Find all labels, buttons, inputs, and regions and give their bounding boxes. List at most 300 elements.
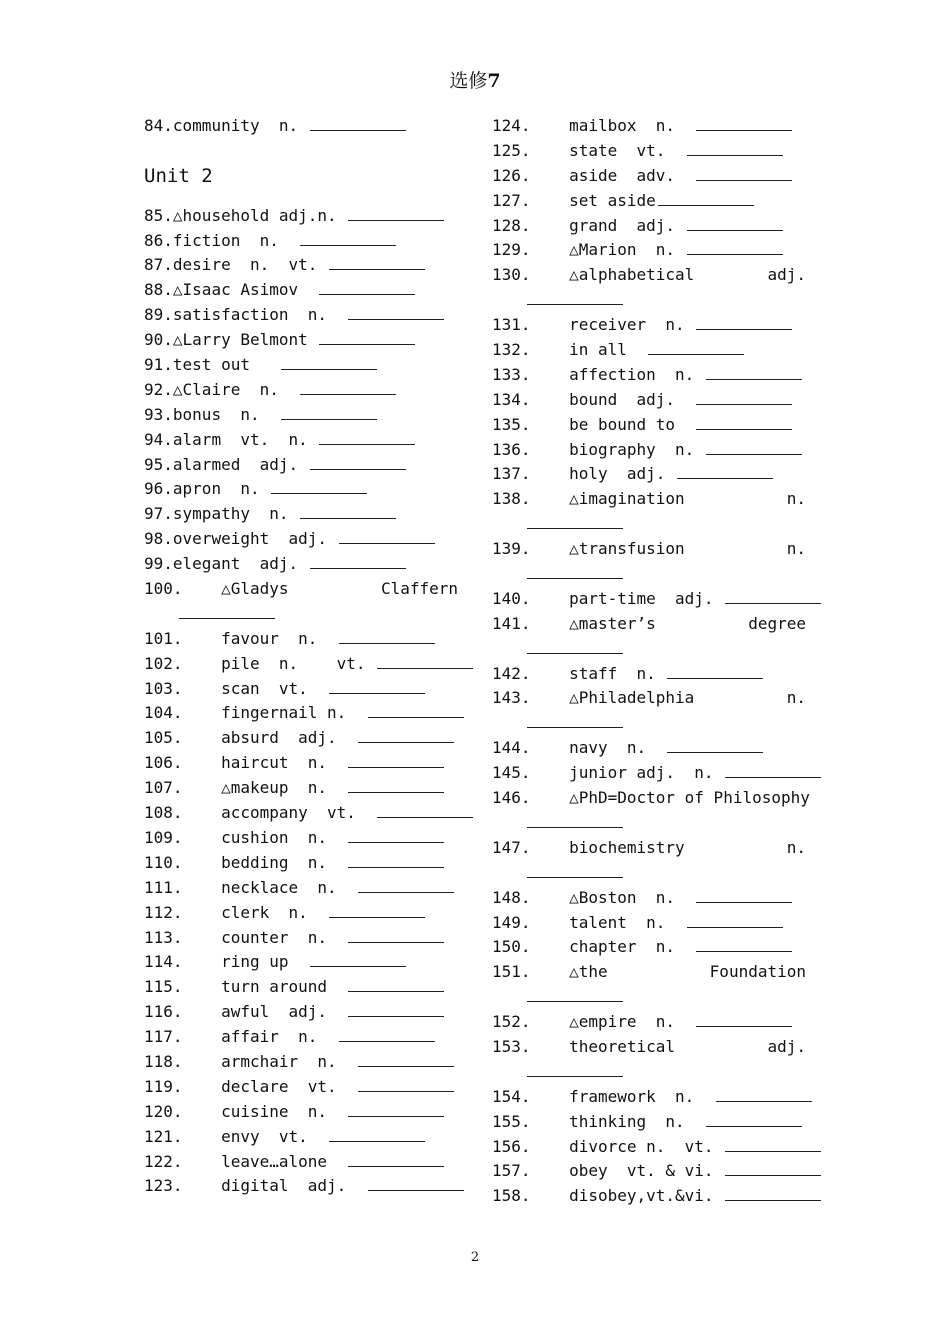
spacer [144,139,460,164]
item-term: elegant adj. [172,554,308,574]
answer-blank[interactable] [696,1011,792,1027]
answer-blank[interactable] [527,1061,623,1077]
vocab-item [492,438,808,463]
item-term: △Claire n. [172,379,299,399]
item-number: 127. [492,190,570,210]
item-term: 141. △master’s [492,613,656,633]
vocab-item [492,1085,808,1110]
item-number: 152. [492,1012,570,1032]
answer-blank[interactable] [527,712,623,728]
answer-blank[interactable] [339,628,435,644]
item-term: △empire n. [569,1012,695,1032]
item-number: 150. [492,937,570,957]
vocab-item [144,652,460,677]
answer-blank[interactable] [696,887,792,903]
vocab-item [492,189,808,214]
answer-blank[interactable] [300,503,396,519]
item-term: overweight adj. [172,529,337,549]
item-number: 142. [492,663,570,683]
item-number: 133. [492,364,570,384]
item-term: 100. △Gladys [144,579,289,599]
item-number: 136. [492,439,570,459]
item-term: 139. △transfusion [492,539,685,559]
answer-blank[interactable] [706,364,802,380]
vocab-item [144,1174,460,1199]
vocab-item [144,204,460,229]
item-term: thinking n. [569,1111,704,1131]
vocab-item [492,686,806,711]
vocab-item [492,935,808,960]
vocab-item [492,736,808,761]
answer-blank[interactable] [658,190,754,206]
answer-blank[interactable] [368,702,464,718]
vocab-item [144,1100,460,1125]
vocab-item [144,577,458,602]
answer-blank[interactable] [348,205,444,221]
answer-blank[interactable] [329,902,425,918]
answer-blank[interactable] [377,802,473,818]
vocab-item [492,1159,808,1184]
vocab-item [492,263,806,288]
answer-blank[interactable] [310,951,406,967]
vocab-item [144,677,460,702]
vocab-item [492,1035,806,1060]
item-term: 151. △the [492,962,608,982]
item-number: 108. [144,803,222,823]
item-number: 113. [144,927,222,947]
answer-blank[interactable] [300,379,396,395]
vocab-item-blank-line [492,811,808,836]
vocab-item [492,537,806,562]
vocab-item [144,1025,460,1050]
item-number: 158. [492,1186,570,1206]
item-number: 126. [492,165,570,185]
vocab-item [144,801,460,826]
vocab-item-blank-line [144,602,460,627]
answer-blank[interactable] [319,279,415,295]
item-term: 143. △Philadelphia [492,688,695,708]
item-number: 92. [144,379,173,399]
item-number: 109. [144,827,222,847]
item-number: 99. [144,554,173,574]
vocab-item-blank-line [492,985,808,1010]
answer-blank[interactable] [348,852,444,868]
vocab-item [492,1135,808,1160]
item-term: apron n. [172,479,270,499]
vocab-item-blank-line [492,637,808,662]
item-term: mailbox n. [569,116,695,135]
item-term: 138. △imagination [492,489,685,509]
answer-blank[interactable] [725,1160,821,1176]
vocab-item [144,901,460,926]
item-number: 97. [144,504,173,524]
spacer-small [144,189,460,204]
answer-blank[interactable] [339,1026,435,1042]
header-title-cn: 选修 [449,70,488,92]
item-number: 120. [144,1101,222,1121]
answer-blank[interactable] [377,653,473,669]
item-term: set aside [569,190,656,210]
vocab-item [492,313,808,338]
vocab-item [492,413,808,438]
answer-blank[interactable] [527,638,623,654]
item-number: 149. [492,912,570,932]
item-pos: n. [786,489,806,509]
answer-blank[interactable] [696,115,792,131]
vocab-item [492,886,808,911]
answer-blank[interactable] [348,1001,444,1017]
answer-blank[interactable] [358,1051,454,1067]
answer-blank[interactable] [329,1126,425,1142]
answer-blank[interactable] [329,678,425,694]
item-term: 146. △PhD=Doctor of Philosophy [492,788,810,808]
answer-blank[interactable] [696,165,792,181]
item-number: 154. [492,1086,570,1106]
answer-blank[interactable] [348,777,444,793]
item-term: scan vt. [221,678,328,698]
item-term: clerk n. [221,902,328,922]
vocab-item [144,826,460,851]
left-column [144,114,460,1199]
item-number: 96. [144,479,173,499]
item-term: navy n. [569,738,666,758]
item-term: △Boston n. [569,887,695,907]
header-title-num: 7 [487,70,501,92]
vocab-item [144,552,460,577]
answer-blank[interactable] [696,936,792,952]
item-term: digital adj. [221,1176,366,1196]
item-number: 88. [144,280,173,300]
vocab-item [144,1150,460,1175]
answer-blank[interactable] [696,389,792,405]
vocab-item [144,328,460,353]
vocab-item-blank-line [492,711,808,736]
item-term: chapter n. [569,937,695,957]
item-number: 91. [144,355,173,375]
vocab-item [144,502,460,527]
vocab-item [492,1184,808,1209]
vocab-item [144,1050,460,1075]
item-number: 128. [492,215,570,235]
item-number: 107. [144,778,222,798]
answer-blank[interactable] [527,862,623,878]
vocab-item [492,960,806,985]
item-pos: degree [748,613,806,633]
item-term: talent n. [569,912,685,932]
item-term: grand adj. [569,215,685,235]
answer-blank[interactable] [281,404,377,420]
vocab-item [144,876,460,901]
item-term: turn around [221,977,347,997]
item-term: test out [172,355,279,375]
answer-blank[interactable] [706,439,802,455]
vocab-item [144,428,460,453]
vocab-item [492,662,808,687]
answer-blank[interactable] [319,429,415,445]
item-number: 115. [144,977,222,997]
answer-blank[interactable] [667,663,763,679]
answer-blank[interactable] [696,414,792,430]
answer-blank[interactable] [319,329,415,345]
item-number: 86. [144,230,173,250]
item-number: 94. [144,429,173,449]
item-term: divorce n. vt. [569,1136,724,1156]
item-number: 114. [144,952,222,972]
vocab-item [492,238,808,263]
answer-blank[interactable] [310,115,406,131]
answer-blank[interactable] [348,927,444,943]
answer-blank[interactable] [527,289,623,305]
answer-blank[interactable] [677,463,773,479]
item-term: envy vt. [221,1126,328,1146]
item-number: 145. [492,763,570,783]
answer-blank[interactable] [725,588,821,604]
vocab-item [144,627,460,652]
answer-blank[interactable] [358,1076,454,1092]
item-term: obey vt. & vi. [569,1161,724,1181]
item-term: be bound to [569,414,695,434]
vocab-item-blank-line [492,1060,808,1085]
answer-blank[interactable] [368,1175,464,1191]
answer-blank[interactable] [348,1101,444,1117]
item-number: 93. [144,404,173,424]
item-number: 129. [492,240,570,260]
vocab-item [492,139,808,164]
answer-blank[interactable] [527,513,623,529]
item-term: necklace n. [221,877,356,897]
answer-blank[interactable] [358,877,454,893]
item-pos: Foundation [709,962,806,982]
item-number: 116. [144,1002,222,1022]
item-term: 130. △alphabetical [492,265,695,285]
answer-blank[interactable] [179,603,275,619]
vocab-item [492,114,808,139]
answer-blank[interactable] [348,1151,444,1167]
item-term: bonus n. [172,404,279,424]
item-term: pile n. vt. [221,653,376,673]
item-pos: adj. [767,1036,806,1056]
item-number: 87. [144,255,173,275]
vocab-item [144,926,460,951]
vocab-item [144,701,460,726]
item-term: absurd adj. [221,728,356,748]
item-number: 123. [144,1176,222,1196]
vocab-item [492,462,808,487]
item-number: 111. [144,877,222,897]
vocab-item [144,751,460,776]
vocab-item [492,1010,808,1035]
item-number: 102. [144,653,222,673]
answer-blank[interactable] [348,827,444,843]
answer-blank[interactable] [348,752,444,768]
item-number: 134. [492,389,570,409]
item-pos: Claffern [380,579,458,599]
vocab-item [492,587,808,612]
item-term: alarm vt. n. [172,429,318,449]
item-term: affair n. [221,1027,337,1047]
vocab-item [144,253,460,278]
item-term: 147. biochemistry [492,837,685,857]
item-term: declare vt. [221,1076,356,1096]
unit-heading: Unit 2 [144,164,213,187]
right-column [492,114,808,1209]
answer-blank[interactable] [348,304,444,320]
item-number: 137. [492,464,570,484]
item-number: 148. [492,887,570,907]
vocab-item [492,214,808,239]
item-number: 124. [492,116,570,135]
vocab-item [144,229,460,254]
item-term: staff n. [569,663,666,683]
answer-blank[interactable] [527,563,623,579]
vocab-item [144,114,460,139]
vocab-item [492,388,808,413]
vocab-item [144,477,460,502]
answer-blank[interactable] [358,727,454,743]
answer-blank[interactable] [725,1185,821,1201]
vocab-item [144,378,460,403]
item-term: △Larry Belmont [172,330,318,350]
vocab-item [144,453,460,478]
answer-blank[interactable] [687,215,783,231]
item-term: alarmed adj. [172,454,308,474]
answer-blank[interactable] [339,528,435,544]
item-number: 84. [144,116,173,135]
item-term: state vt. [569,140,685,160]
vocab-item [144,851,460,876]
item-number: 103. [144,678,222,698]
item-term: armchair n. [221,1051,356,1071]
answer-blank[interactable] [300,230,396,246]
item-pos: adj. [767,265,806,285]
answer-blank[interactable] [716,1086,812,1102]
item-term: disobey,vt.&vi. [569,1186,724,1206]
item-number: 140. [492,588,570,608]
answer-blank[interactable] [310,454,406,470]
item-number: 157. [492,1161,570,1181]
item-term: satisfaction n. [172,305,347,325]
item-term: bound adj. [569,389,695,409]
item-number: 119. [144,1076,222,1096]
item-term: awful adj. [221,1002,347,1022]
answer-blank[interactable] [310,553,406,569]
item-term: 153. theoretical [492,1036,676,1056]
item-pos: n. [786,539,806,559]
item-number: 118. [144,1051,222,1071]
vocab-item [144,776,460,801]
answer-blank[interactable] [281,354,377,370]
answer-blank[interactable] [348,976,444,992]
answer-blank[interactable] [687,140,783,156]
item-term: △Isaac Asimov [172,280,318,300]
item-term: fiction n. [172,230,299,250]
item-term: haircut n. [221,753,347,773]
item-number: 155. [492,1111,570,1131]
vocab-item [144,1075,460,1100]
vocab-item-blank-line [492,288,808,313]
vocab-item [492,786,810,811]
item-term: biography n. [569,439,704,459]
item-number: 101. [144,628,222,648]
item-number: 105. [144,728,222,748]
item-number: 156. [492,1136,570,1156]
answer-blank[interactable] [687,912,783,928]
item-term: fingernail n. [221,703,366,723]
item-term: △household adj.n. [172,205,347,225]
vocab-item [492,761,808,786]
vocab-item [492,836,806,861]
answer-blank[interactable] [527,812,623,828]
answer-blank[interactable] [329,254,425,270]
vocab-item-blank-line [492,861,808,886]
item-term: holy adj. [569,464,676,484]
item-term: sympathy n. [172,504,299,524]
item-term: bedding n. [221,852,347,872]
item-term: leave…alone [221,1151,347,1171]
item-number: 122. [144,1151,222,1171]
vocab-item [144,1125,460,1150]
vocab-item [144,353,460,378]
item-number: 85. [144,205,173,225]
page-number: 2 [470,1250,480,1265]
item-term: cushion n. [221,827,347,847]
answer-blank[interactable] [271,478,367,494]
item-number: 131. [492,315,570,335]
item-number: 125. [492,140,570,160]
vocab-item-blank-line [492,562,808,587]
item-term: framework n. [569,1086,714,1106]
item-term: in all [569,340,647,360]
item-term: ring up [221,952,308,972]
item-term: community n. [172,116,308,135]
item-number: 110. [144,852,222,872]
vocab-item [144,975,460,1000]
item-term: affection n. [569,364,704,384]
item-number: 104. [144,703,222,723]
answer-blank[interactable] [696,314,792,330]
vocab-item [144,726,460,751]
item-number: 112. [144,902,222,922]
item-term: △Marion n. [569,240,685,260]
item-number: 95. [144,454,173,474]
vocab-item [144,278,460,303]
item-term: receiver n. [569,315,695,335]
vocab-item [144,303,460,328]
vocab-item [492,363,808,388]
item-term: desire n. vt. [172,255,328,275]
item-number: 117. [144,1027,222,1047]
item-number: 135. [492,414,570,434]
item-number: 132. [492,340,570,360]
answer-blank[interactable] [527,986,623,1002]
item-term: cuisine n. [221,1101,347,1121]
item-term: favour n. [221,628,337,648]
page-header [0,66,950,93]
answer-blank[interactable] [687,239,783,255]
answer-blank[interactable] [725,1136,821,1152]
item-term: part-time adj. [569,588,724,608]
item-term: aside adv. [569,165,695,185]
item-term: △makeup n. [221,778,347,798]
answer-blank[interactable] [648,339,744,355]
item-number: 90. [144,330,173,350]
item-number: 89. [144,305,173,325]
vocab-item [144,1000,460,1025]
answer-blank[interactable] [725,762,821,778]
vocab-item [492,911,808,936]
answer-blank[interactable] [706,1111,802,1127]
answer-blank[interactable] [667,737,763,753]
